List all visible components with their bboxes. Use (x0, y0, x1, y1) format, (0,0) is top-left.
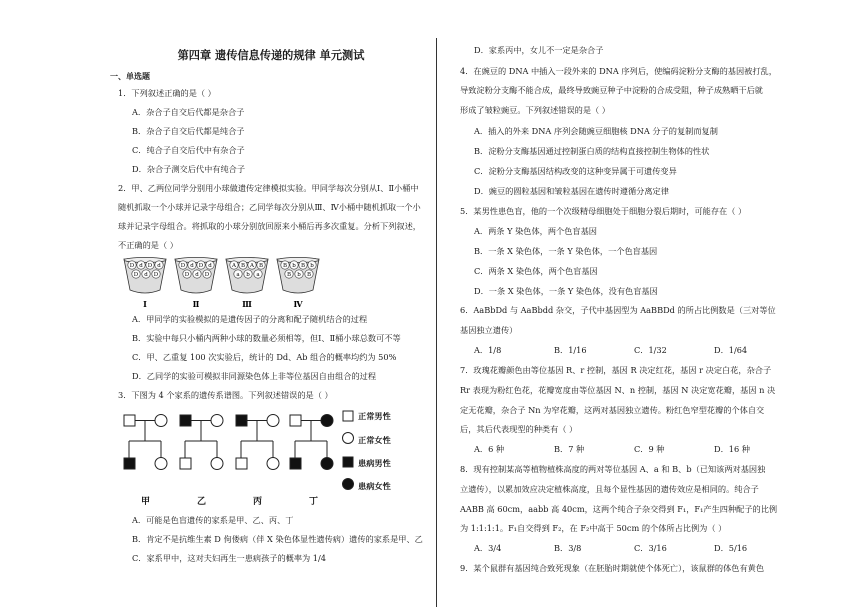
q4-option-a: A．插入的外来 DNA 序列会随豌豆细胞核 DNA 分子的复制而复制 (474, 126, 718, 136)
bucket-label: Ⅰ (143, 299, 147, 309)
q7-option-b: B．7 种 (554, 444, 585, 454)
q7-option-d: D．16 种 (714, 444, 750, 454)
q5-option-b: B．一条 X 染色体，一条 Y 染色体，一个色盲基因 (474, 246, 658, 256)
bing-son (236, 458, 247, 469)
legend-normal-male: 正常男性 (358, 411, 391, 421)
yi-son (180, 458, 191, 469)
q2-stem-3: 球并记录字母组合。将抓取的小球分别放回原来小桶后再多次重复。分析下列叙述， (118, 221, 421, 231)
q7-options (474, 443, 794, 455)
bucket-3 (226, 258, 268, 310)
q6-options (474, 344, 794, 356)
jia-son (124, 458, 135, 469)
family-label-jia: 甲 (141, 497, 151, 507)
legend-normal-male-icon (343, 411, 353, 421)
legend-affected-male-icon (343, 457, 353, 467)
q6-option-d: D．1/64 (714, 345, 748, 355)
legend-affected-male: 患病男性 (358, 458, 391, 468)
q8-options (474, 542, 794, 554)
ding-son (290, 458, 301, 469)
ball-letter: b (292, 263, 296, 270)
ball-letter: D (133, 272, 139, 279)
q6-option-b: B．1/16 (554, 345, 587, 355)
section-heading: 一、单选题 (110, 71, 150, 81)
q8-stem-4: 为 1:1:1:1。F₁自交得到 F₂，在 F₂中高于 50cm 的个体所占比例为（ ） (460, 523, 727, 533)
q4-stem-3: 形成了皱粒豌豆。下列叙述错误的是（ ） (460, 105, 610, 115)
q2-option-a: A．甲同学的实验模拟的是遗传因子的分离和配子随机结合的过程 (132, 314, 368, 324)
legend-affected-female: 患病女性 (358, 481, 391, 491)
q4-option-d: D．豌豆的圆粒基因和皱粒基因在遗传时遵循分离定律 (474, 186, 669, 196)
q4-option-b: B．淀粉分支酶基因通过控制蛋白质的结构直接控制生物体的性状 (474, 146, 710, 156)
q8-stem-3: AABB 高 60cm，aabb 高 40cm，这两个纯合子杂交得到 F₁，F₁产生四种配子的比例 (460, 504, 778, 514)
legend-normal-female-icon (343, 433, 354, 444)
q8-stem-1: 8．现有控制某高等植物植株高度的两对等位基因 A、a 和 B、b（已知该两对基因独 (460, 464, 766, 474)
q8-stem-2: 立遗传），以累加效应决定植株高度，且每个显性基因的遗传效应是相同的。纯合子 (460, 484, 759, 494)
q6-option-c: C．1/32 (634, 345, 667, 355)
q2-option-c: C．甲、乙重复 100 次实验后，统计的 Dd、Ab 组合的概率均约为 50% (132, 352, 397, 362)
ball-letter: d (157, 263, 161, 270)
q2-option-b: B．实验中每只小桶内两种小球的数量必须相等，但Ⅰ、Ⅱ桶小球总数可不等 (132, 333, 401, 343)
ball-letter: d (208, 263, 212, 270)
yi-mother (211, 415, 223, 427)
q8-option-c: C．3/16 (634, 543, 667, 553)
q8-option-d: D．5/16 (714, 543, 748, 553)
bucket-2 (175, 258, 217, 310)
column-divider (436, 38, 437, 607)
ball-letter: d (195, 272, 199, 279)
q1-stem: 1．下列叙述正确的是（ ） (118, 88, 216, 98)
ball-letter: D (147, 263, 153, 270)
q7-option-c: C．9 种 (634, 444, 665, 454)
ding-daughter (321, 458, 333, 470)
jia-daughter (155, 458, 167, 470)
q2-option-d: D．乙同学的实验可模拟非同源染色体上非等位基因自由组合的过程 (132, 371, 377, 381)
ball-letter: D (184, 272, 190, 279)
q6-option-a: A．1/8 (474, 345, 502, 355)
q3-stem: 3．下图为 4 个家系的遗传系谱图。下列叙述错误的是（ ） (118, 390, 333, 400)
q4-option-c: C．淀粉分支酶基因结构改变的这种变异属于可遗传变异 (474, 166, 677, 176)
ding-father (290, 415, 301, 426)
legend-normal-female: 正常女性 (358, 435, 391, 445)
bing-mother (267, 415, 279, 427)
ball-letter: B (286, 272, 292, 279)
q7-stem-4: 后，其后代表现型的种类有（ ） (460, 424, 578, 434)
q3-option-c: C．家系甲中，这对夫妇再生一患病孩子的概率为 1/4 (132, 553, 326, 563)
q1-option-b: B．杂合子自交后代都是纯合子 (132, 126, 245, 136)
q6-stem-2: 基因独立遗传） (460, 325, 518, 335)
ball-letter: D (198, 263, 204, 270)
ball-letter: d (190, 263, 194, 270)
legend-affected-female-icon (343, 479, 354, 490)
q8-option-a: A．3/4 (474, 543, 502, 553)
bing-father (236, 415, 247, 426)
ball-letter: B (282, 263, 288, 270)
jia-mother (155, 415, 167, 427)
bing-daughter (267, 458, 279, 470)
q3-option-d: D．家系丙中，女儿不一定是杂合子 (474, 45, 604, 55)
q2-stem-2: 随机抓取一个小球并记录字母组合；乙同学每次分别从Ⅲ、Ⅳ小桶中随机抓取一个小 (118, 202, 421, 212)
ball-letter: b (310, 263, 314, 270)
ball-letter: B (240, 263, 246, 270)
family-label-bing: 丙 (253, 497, 263, 507)
bucket-4 (277, 258, 319, 310)
ball-letter: A (250, 263, 254, 270)
q4-stem-2: 导致淀粉分支酶不能合成，最终导致豌豆种子中淀粉的合成受阻，种子成熟晒干后就 (460, 85, 763, 95)
ball-letter: D (129, 263, 135, 270)
page-title: 第四章 遗传信息传递的规律 单元测试 (177, 48, 365, 62)
ball-letter: B (300, 263, 306, 270)
q2-stem-1: 2．甲、乙两位同学分别用小球做遗传定律模拟实验。甲同学每次分别从Ⅰ、Ⅱ小桶中 (118, 183, 419, 193)
q4-stem-1: 4．在豌豆的 DNA 中插入一段外来的 DNA 序列后，使编码淀粉分支酶的基因被打乱， (460, 66, 777, 76)
bucket-label: Ⅲ (242, 299, 252, 309)
bucket-1 (124, 258, 166, 310)
jia-father (124, 415, 135, 426)
q7-stem-3: 定无花瓣，杂合子 Nn 为窄花瓣，这两对基因独立遗传。粉红色窄型花瓣的个体自交 (460, 405, 765, 415)
q2-stem-4: 不正确的是（ ） (118, 240, 178, 250)
buckets-figure (122, 256, 322, 310)
ball-letter: B (306, 272, 312, 279)
bucket-label: Ⅱ (192, 299, 200, 309)
q3-option-a: A．可能是色盲遗传的家系是甲、乙、丙、丁 (132, 515, 294, 525)
ball-letter: B (258, 263, 264, 270)
q8-option-b: B．3/8 (554, 543, 582, 553)
ding-mother (321, 415, 333, 427)
q3-option-b: B．肯定不是抗维生素 D 佝偻病（伴 X 染色体显性遗传病）遗传的家系是甲、乙 (132, 534, 423, 544)
q5-stem: 5．某男性患色盲，他的一个次级精母细胞处于细胞分裂后期时，可能存在（ ） (460, 206, 747, 216)
q9-stem: 9．某个鼠群有基因纯合致死现象（在胚胎时期就使个体死亡），该鼠群的体色有黄色 (460, 563, 765, 573)
ball-letter: D (204, 272, 210, 279)
ball-letter: D (153, 272, 159, 279)
q5-option-d: D．一条 X 染色体，一条 Y 染色体，没有色盲基因 (474, 286, 658, 296)
q1-option-d: D．杂合子测交后代中有纯合子 (132, 164, 246, 174)
ball-letter: a (236, 272, 240, 279)
q7-stem-2: Rr 表现为粉红色花，花瓣宽度由等位基因 N、n 控制，基因 N 决定宽花瓣，基因 n 决 (460, 385, 776, 395)
ball-letter: D (180, 263, 186, 270)
ball-letter: a (256, 272, 260, 279)
q6-stem-1: 6．AaBbDd 与 AaBbdd 杂交，子代中基因型为 AaBBDd 的所占比例数是（三对等位 (460, 305, 776, 315)
q7-option-a: A．6 种 (474, 444, 505, 454)
ball-letter: b (246, 272, 250, 279)
ball-letter: A (232, 263, 236, 270)
ball-letter: d (144, 272, 148, 279)
q5-option-c: C．两条 X 染色体，两个色盲基因 (474, 266, 598, 276)
q1-option-c: C．纯合子自交后代中有杂合子 (132, 145, 245, 155)
ball-letter: b (297, 272, 301, 279)
yi-father (180, 415, 191, 426)
family-label-ding: 丁 (309, 497, 319, 507)
q1-option-a: A．杂合子自交后代都是杂合子 (132, 107, 245, 117)
bucket-label: Ⅳ (293, 299, 303, 309)
q7-stem-1: 7．玫瑰花瓣颜色由等位基因 R、r 控制，基因 R 决定红花，基因 r 决定白花，杂合子 (460, 365, 772, 375)
yi-daughter (211, 458, 223, 470)
ball-letter: d (139, 263, 143, 270)
family-label-yi: 乙 (197, 497, 207, 507)
q5-option-a: A．两条 Y 染色体，两个色盲基因 (474, 226, 597, 236)
